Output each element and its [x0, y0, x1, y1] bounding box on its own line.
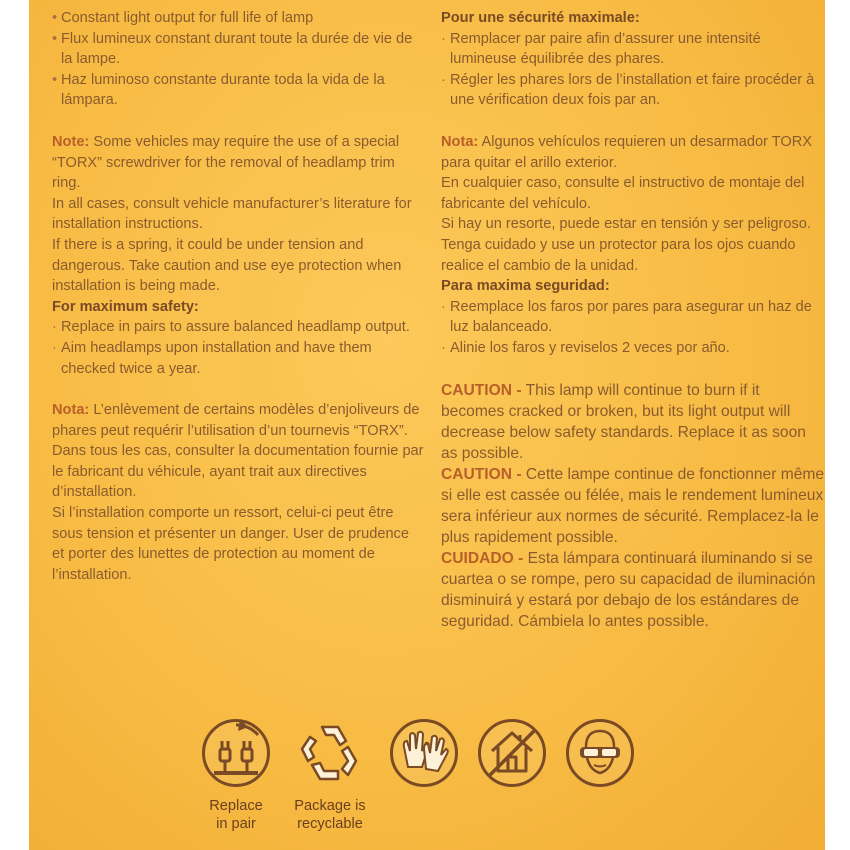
safety-es-list	[441, 297, 826, 359]
caution-fr	[441, 464, 826, 548]
replace-in-pair-icon	[200, 717, 272, 789]
list-item: · Alinie los faros y reviselos 2 veces por año.	[441, 338, 826, 359]
note-text: Algunos vehículos requieren un desarmador TORX para quitar el arillo exterior.	[441, 133, 812, 171]
note-fr-p3: Si l’installation comporte un ressort, celui-ci peut être sous tension et présenter un danger. User de prudence et porter des lunettes de protection au moment de l’installation.	[52, 505, 409, 583]
safety-es-heading: Para maxima seguridad:	[441, 278, 610, 295]
recyclable-caption	[280, 797, 380, 833]
note-es	[441, 132, 826, 173]
right-column	[441, 8, 826, 632]
list-item: · Replace in pairs to assure balanced headlamp output.	[52, 317, 424, 338]
note-label: Nota:	[441, 133, 479, 150]
caution-label: CAUTION -	[441, 465, 522, 483]
caution-text: This lamp will continue to burn if it becomes cracked or broken, but its light output will decrease below safety standards. Replace it as soon as possible.	[441, 381, 806, 462]
list-item: · Régler les phares lors de l’installation et faire procéder à une vérification deux fois par an.	[441, 70, 826, 111]
note-en-p3: If there is a spring, it could be under tension and dangerous. Take caution and use eye protection when installation is being made.	[52, 236, 402, 295]
caution-text: Cette lampe continue de fonctionner même si elle est cassée ou félée, mais le rendement lumineux sera inférieur aux normes de sécurité. Remplacez-la le plus rapidement possible.	[441, 465, 825, 546]
note-fr-p2: Dans tous les cas, consulter la documentation fournie par le fabricant du véhicule, ayant trait aux directives d’installation.	[52, 443, 424, 501]
list-item: • Haz luminoso constante durante toda la vida de la lámpara.	[52, 70, 424, 111]
list-item: · Remplacer par paire afin d’assurer une intensité lumineuse équilibrée des phares.	[441, 29, 826, 70]
caution-es	[441, 548, 826, 632]
safety-fr-heading: Pour une sécurité maximale:	[441, 10, 640, 26]
gloves-icon	[388, 717, 460, 789]
safety-goggles-icon	[564, 717, 636, 789]
list-item: • Constant light output for full life of lamp	[52, 8, 424, 29]
caution-label: CUIDADO -	[441, 549, 524, 567]
note-es-p2: En cualquier caso, consulte el instructivo de montaje del fabricante del vehículo.	[441, 175, 805, 212]
list-item: · Aim headlamps upon installation and have them checked twice a year.	[52, 338, 424, 379]
note-en-p2: In all cases, consult vehicle manufacturer’s literature for installation instructions.	[52, 195, 412, 233]
note-text: Some vehicles may require the use of a special “TORX” screwdriver for the removal of headlamp trim ring.	[52, 133, 400, 192]
recycle-icon	[294, 717, 366, 789]
no-house-icon	[476, 717, 548, 789]
caution-label: CAUTION -	[441, 381, 522, 399]
note-fr	[52, 400, 424, 441]
note-en	[52, 132, 424, 194]
caption-line: recyclable	[297, 816, 363, 832]
safety-fr-list	[441, 29, 826, 111]
list-item: • Flux lumineux constant durant toute la durée de vie de la lampe.	[52, 29, 424, 70]
replace-in-pair-caption	[186, 797, 286, 833]
safety-en-heading: For maximum safety:	[52, 298, 199, 315]
note-label: Nota:	[52, 402, 90, 419]
safety-en-list	[52, 317, 424, 379]
caution-en	[441, 380, 826, 464]
note-es-p3: Si hay un resorte, puede estar en tensión y ser peligroso. Tenga cuidado y use un protector para los ojos cuando realice el cambio de la unidad.	[441, 216, 811, 274]
caption-line: Package is	[294, 798, 366, 814]
caption-line: Replace	[209, 798, 263, 814]
intro-list	[52, 8, 424, 111]
note-text: L’enlèvement de certains modèles d’enjoliveurs de phares peut requérir l’utilisation d’un tournevis “TORX”.	[52, 402, 420, 439]
note-label: Note:	[52, 133, 90, 150]
list-item: · Reemplace los faros por pares para asegurar un haz de luz balanceado.	[441, 297, 826, 338]
caution-text: Esta lámpara continuará iluminando si se cuartea o se rompe, pero su capacidad de iluminación disminuirá y estará por debajo de los estándares de seguridad. Cámbiela lo antes possible.	[441, 549, 816, 630]
icon-row	[200, 717, 640, 837]
left-column	[52, 8, 424, 585]
caption-line: in pair	[216, 816, 256, 832]
